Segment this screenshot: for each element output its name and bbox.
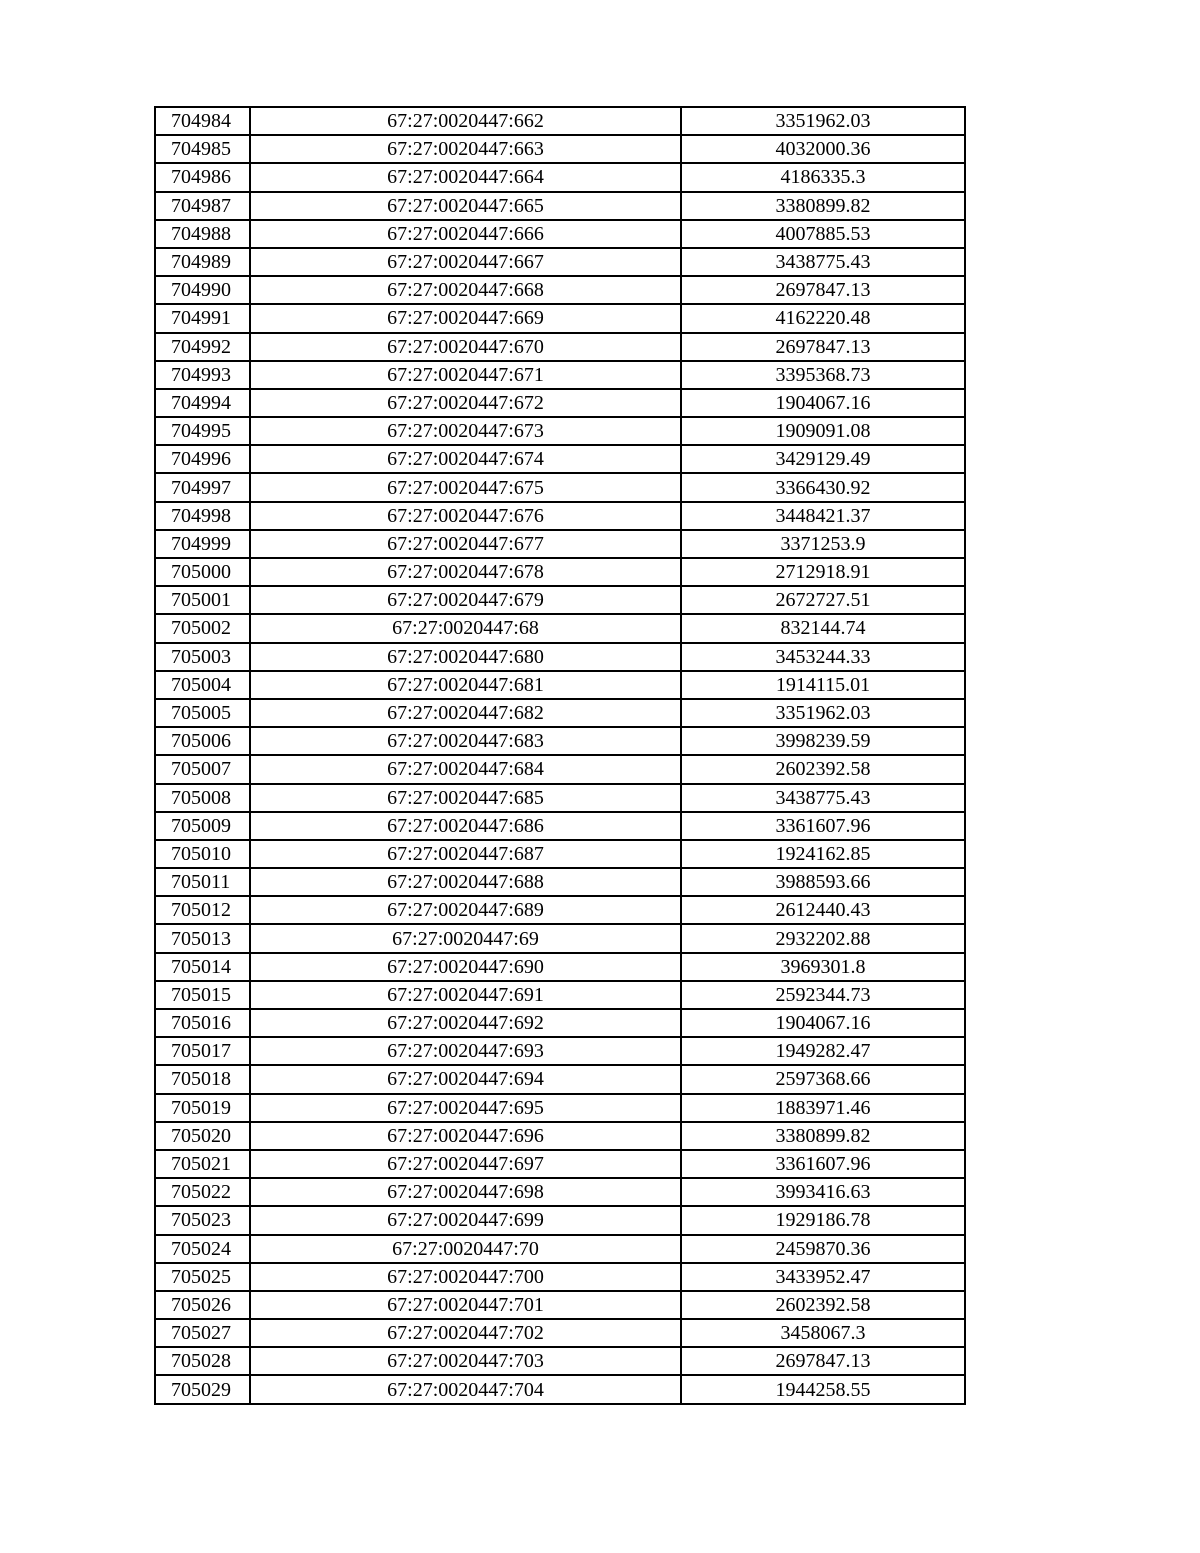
value-cell: 1944258.55 [681, 1375, 965, 1403]
row-number-cell: 704999 [155, 530, 250, 558]
cadastral-number-cell: 67:27:0020447:668 [250, 276, 681, 304]
cadastral-number-cell: 67:27:0020447:666 [250, 220, 681, 248]
cadastral-number-cell: 67:27:0020447:667 [250, 248, 681, 276]
row-number-cell: 705018 [155, 1065, 250, 1093]
value-cell: 1914115.01 [681, 671, 965, 699]
table-row [155, 1122, 965, 1150]
cadastral-number-cell: 67:27:0020447:703 [250, 1347, 681, 1375]
table-row [155, 1094, 965, 1122]
cadastral-number-cell: 67:27:0020447:691 [250, 981, 681, 1009]
cadastral-number-cell: 67:27:0020447:692 [250, 1009, 681, 1037]
value-cell: 3429129.49 [681, 445, 965, 473]
cadastral-number-cell: 67:27:0020447:697 [250, 1150, 681, 1178]
value-cell: 1929186.78 [681, 1206, 965, 1234]
value-cell: 2712918.91 [681, 558, 965, 586]
value-cell: 2932202.88 [681, 924, 965, 952]
value-cell: 3993416.63 [681, 1178, 965, 1206]
cadastral-number-cell: 67:27:0020447:70 [250, 1235, 681, 1263]
table-body [155, 107, 965, 1404]
cadastral-number-cell: 67:27:0020447:699 [250, 1206, 681, 1234]
row-number-cell: 704998 [155, 502, 250, 530]
cadastral-number-cell: 67:27:0020447:677 [250, 530, 681, 558]
cadastral-number-cell: 67:27:0020447:670 [250, 333, 681, 361]
value-cell: 2672727.51 [681, 586, 965, 614]
table-row [155, 333, 965, 361]
table-row [155, 784, 965, 812]
cadastral-number-cell: 67:27:0020447:675 [250, 473, 681, 501]
value-cell: 3361607.96 [681, 812, 965, 840]
row-number-cell: 705027 [155, 1319, 250, 1347]
table-row [155, 981, 965, 1009]
row-number-cell: 705023 [155, 1206, 250, 1234]
table-row [155, 248, 965, 276]
cadastral-number-cell: 67:27:0020447:690 [250, 953, 681, 981]
row-number-cell: 705029 [155, 1375, 250, 1403]
table-row [155, 812, 965, 840]
row-number-cell: 705015 [155, 981, 250, 1009]
value-cell: 3448421.37 [681, 502, 965, 530]
value-cell: 4162220.48 [681, 304, 965, 332]
table-row [155, 1178, 965, 1206]
table-row [155, 361, 965, 389]
table-row [155, 953, 965, 981]
row-number-cell: 704987 [155, 192, 250, 220]
value-cell: 3380899.82 [681, 1122, 965, 1150]
table-row [155, 1009, 965, 1037]
value-cell: 1909091.08 [681, 417, 965, 445]
row-number-cell: 704985 [155, 135, 250, 163]
table-row [155, 135, 965, 163]
cadastral-number-cell: 67:27:0020447:700 [250, 1263, 681, 1291]
cadastral-number-cell: 67:27:0020447:687 [250, 840, 681, 868]
row-number-cell: 704992 [155, 333, 250, 361]
cadastral-number-cell: 67:27:0020447:664 [250, 163, 681, 191]
cadastral-number-cell: 67:27:0020447:681 [250, 671, 681, 699]
row-number-cell: 705026 [155, 1291, 250, 1319]
value-cell: 2592344.73 [681, 981, 965, 1009]
table-row [155, 1347, 965, 1375]
row-number-cell: 705006 [155, 727, 250, 755]
cadastral-number-cell: 67:27:0020447:698 [250, 1178, 681, 1206]
row-number-cell: 705024 [155, 1235, 250, 1263]
row-number-cell: 705022 [155, 1178, 250, 1206]
cadastral-number-cell: 67:27:0020447:673 [250, 417, 681, 445]
row-number-cell: 705008 [155, 784, 250, 812]
table-row [155, 896, 965, 924]
value-cell: 1904067.16 [681, 389, 965, 417]
table-row [155, 220, 965, 248]
row-number-cell: 705002 [155, 614, 250, 642]
value-cell: 3453244.33 [681, 643, 965, 671]
table-row [155, 389, 965, 417]
table-row [155, 1037, 965, 1065]
row-number-cell: 704984 [155, 107, 250, 135]
table-row [155, 473, 965, 501]
table-row [155, 924, 965, 952]
cadastral-number-cell: 67:27:0020447:672 [250, 389, 681, 417]
cadastral-number-cell: 67:27:0020447:671 [250, 361, 681, 389]
row-number-cell: 705017 [155, 1037, 250, 1065]
table-row [155, 304, 965, 332]
cadastral-number-cell: 67:27:0020447:68 [250, 614, 681, 642]
value-cell: 3371253.9 [681, 530, 965, 558]
cadastral-number-cell: 67:27:0020447:704 [250, 1375, 681, 1403]
value-cell: 2602392.58 [681, 755, 965, 783]
table-row [155, 1263, 965, 1291]
value-cell: 2597368.66 [681, 1065, 965, 1093]
row-number-cell: 705003 [155, 643, 250, 671]
table-row [155, 417, 965, 445]
table-row [155, 1235, 965, 1263]
row-number-cell: 705001 [155, 586, 250, 614]
row-number-cell: 705009 [155, 812, 250, 840]
row-number-cell: 705019 [155, 1094, 250, 1122]
value-cell: 3998239.59 [681, 727, 965, 755]
row-number-cell: 704993 [155, 361, 250, 389]
table-row [155, 840, 965, 868]
value-cell: 2697847.13 [681, 276, 965, 304]
value-cell: 2697847.13 [681, 1347, 965, 1375]
row-number-cell: 705010 [155, 840, 250, 868]
value-cell: 3380899.82 [681, 192, 965, 220]
row-number-cell: 705014 [155, 953, 250, 981]
cadastral-number-cell: 67:27:0020447:702 [250, 1319, 681, 1347]
table-row [155, 868, 965, 896]
table-row [155, 671, 965, 699]
cadastral-number-cell: 67:27:0020447:665 [250, 192, 681, 220]
value-cell: 4032000.36 [681, 135, 965, 163]
cadastral-number-cell: 67:27:0020447:684 [250, 755, 681, 783]
table-row [155, 1319, 965, 1347]
value-cell: 3988593.66 [681, 868, 965, 896]
row-number-cell: 704995 [155, 417, 250, 445]
row-number-cell: 705025 [155, 1263, 250, 1291]
table-row [155, 1065, 965, 1093]
cadastral-number-cell: 67:27:0020447:676 [250, 502, 681, 530]
value-cell: 4186335.3 [681, 163, 965, 191]
value-cell: 2459870.36 [681, 1235, 965, 1263]
cadastral-number-cell: 67:27:0020447:663 [250, 135, 681, 163]
value-cell: 2602392.58 [681, 1291, 965, 1319]
table-row [155, 586, 965, 614]
value-cell: 832144.74 [681, 614, 965, 642]
value-cell: 2612440.43 [681, 896, 965, 924]
cadastral-number-cell: 67:27:0020447:680 [250, 643, 681, 671]
cadastral-number-cell: 67:27:0020447:693 [250, 1037, 681, 1065]
cadastral-number-cell: 67:27:0020447:683 [250, 727, 681, 755]
cadastral-number-cell: 67:27:0020447:689 [250, 896, 681, 924]
value-cell: 1949282.47 [681, 1037, 965, 1065]
value-cell: 3351962.03 [681, 107, 965, 135]
value-cell: 3361607.96 [681, 1150, 965, 1178]
cadastral-number-cell: 67:27:0020447:682 [250, 699, 681, 727]
value-cell: 4007885.53 [681, 220, 965, 248]
value-cell: 1883971.46 [681, 1094, 965, 1122]
cadastral-number-cell: 67:27:0020447:678 [250, 558, 681, 586]
row-number-cell: 705011 [155, 868, 250, 896]
row-number-cell: 705016 [155, 1009, 250, 1037]
value-cell: 2697847.13 [681, 333, 965, 361]
table-row [155, 1150, 965, 1178]
row-number-cell: 704997 [155, 473, 250, 501]
cadastral-number-cell: 67:27:0020447:686 [250, 812, 681, 840]
row-number-cell: 704986 [155, 163, 250, 191]
table-row [155, 727, 965, 755]
cadastral-value-table [154, 106, 966, 1405]
value-cell: 3458067.3 [681, 1319, 965, 1347]
cadastral-number-cell: 67:27:0020447:696 [250, 1122, 681, 1150]
value-cell: 3351962.03 [681, 699, 965, 727]
row-number-cell: 705000 [155, 558, 250, 586]
cadastral-number-cell: 67:27:0020447:695 [250, 1094, 681, 1122]
cadastral-number-cell: 67:27:0020447:694 [250, 1065, 681, 1093]
value-cell: 3366430.92 [681, 473, 965, 501]
row-number-cell: 705005 [155, 699, 250, 727]
cadastral-number-cell: 67:27:0020447:679 [250, 586, 681, 614]
table-row [155, 107, 965, 135]
table-row [155, 558, 965, 586]
table-row [155, 755, 965, 783]
cadastral-number-cell: 67:27:0020447:662 [250, 107, 681, 135]
value-cell: 3433952.47 [681, 1263, 965, 1291]
table-row [155, 699, 965, 727]
table-row [155, 445, 965, 473]
row-number-cell: 704990 [155, 276, 250, 304]
value-cell: 3395368.73 [681, 361, 965, 389]
cadastral-number-cell: 67:27:0020447:674 [250, 445, 681, 473]
table-row [155, 643, 965, 671]
row-number-cell: 705028 [155, 1347, 250, 1375]
value-cell: 1904067.16 [681, 1009, 965, 1037]
row-number-cell: 704991 [155, 304, 250, 332]
row-number-cell: 705004 [155, 671, 250, 699]
table-row [155, 1291, 965, 1319]
cadastral-number-cell: 67:27:0020447:701 [250, 1291, 681, 1319]
value-cell: 3969301.8 [681, 953, 965, 981]
row-number-cell: 704988 [155, 220, 250, 248]
row-number-cell: 705020 [155, 1122, 250, 1150]
row-number-cell: 705013 [155, 924, 250, 952]
row-number-cell: 705012 [155, 896, 250, 924]
table-row [155, 614, 965, 642]
table-row [155, 192, 965, 220]
table-row [155, 530, 965, 558]
row-number-cell: 704996 [155, 445, 250, 473]
value-cell: 1924162.85 [681, 840, 965, 868]
row-number-cell: 704989 [155, 248, 250, 276]
cadastral-number-cell: 67:27:0020447:69 [250, 924, 681, 952]
table-row [155, 1375, 965, 1403]
row-number-cell: 705021 [155, 1150, 250, 1178]
cadastral-number-cell: 67:27:0020447:688 [250, 868, 681, 896]
table-row [155, 163, 965, 191]
cadastral-number-cell: 67:27:0020447:669 [250, 304, 681, 332]
table-row [155, 502, 965, 530]
row-number-cell: 704994 [155, 389, 250, 417]
table-row [155, 1206, 965, 1234]
value-cell: 3438775.43 [681, 248, 965, 276]
row-number-cell: 705007 [155, 755, 250, 783]
cadastral-number-cell: 67:27:0020447:685 [250, 784, 681, 812]
value-cell: 3438775.43 [681, 784, 965, 812]
table-row [155, 276, 965, 304]
